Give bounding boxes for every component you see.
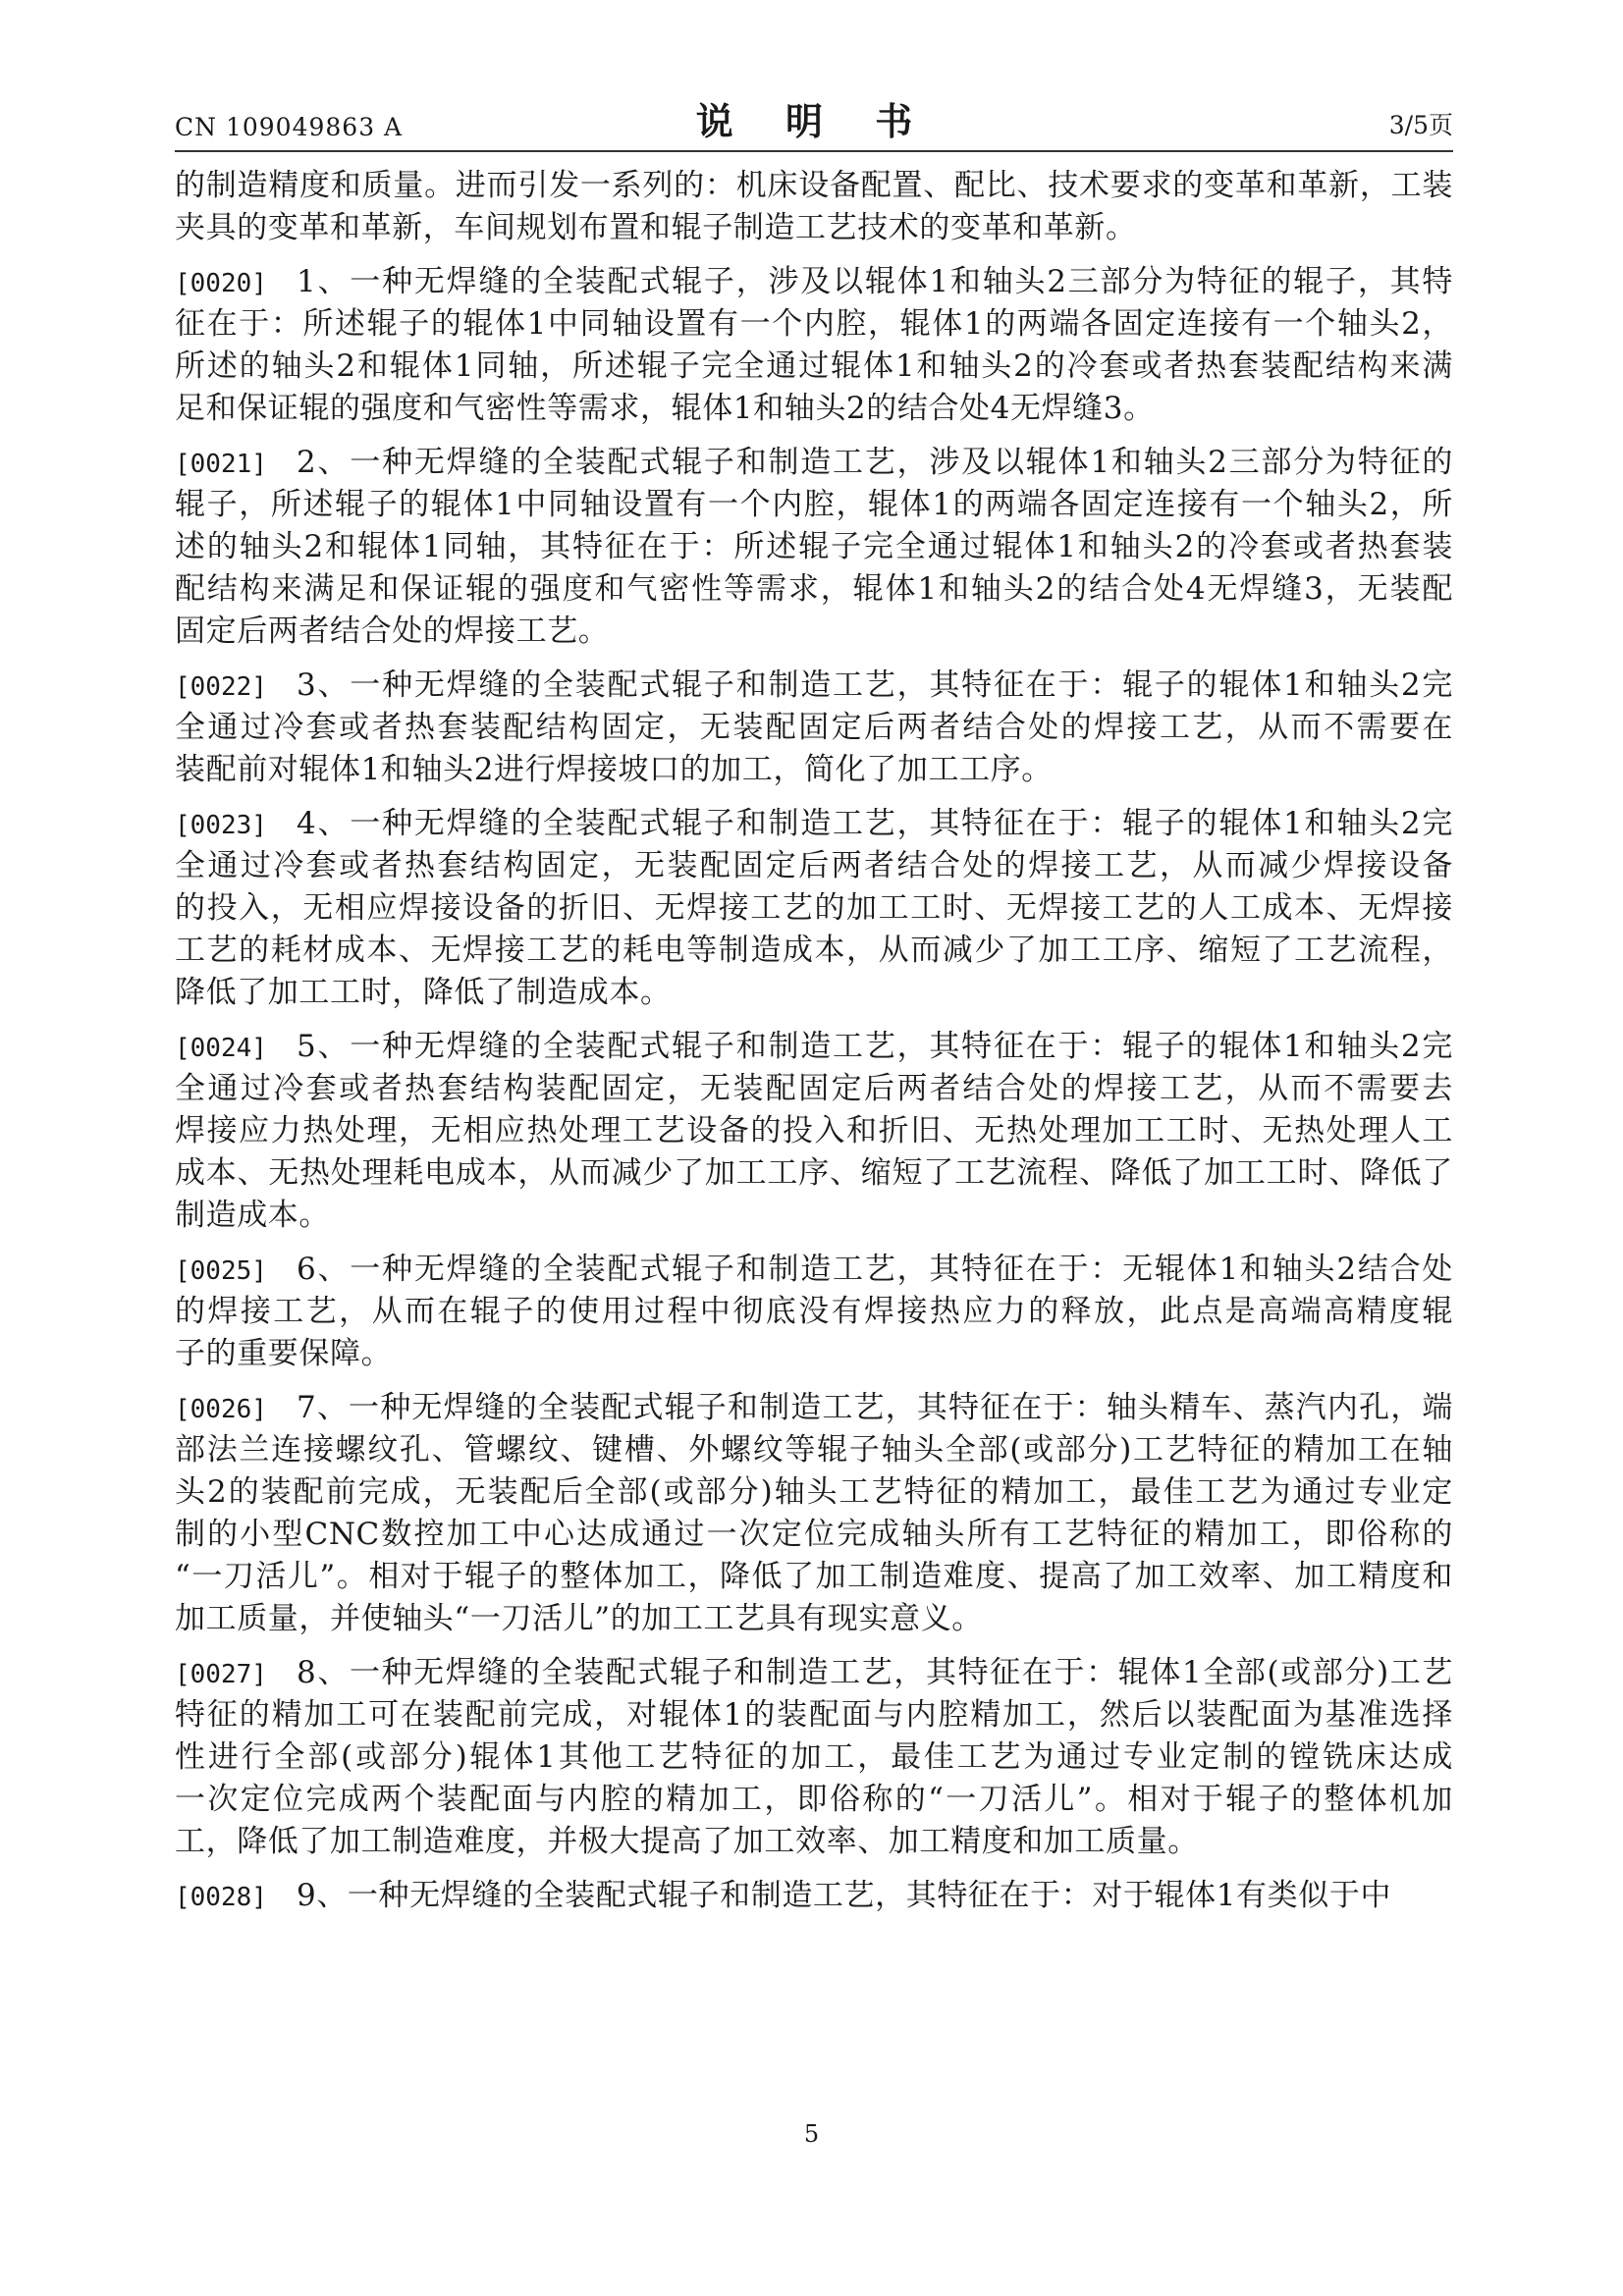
paragraph-number: [0024] (175, 1034, 267, 1063)
line-text: 头2的装配前完成，无装配后全部(或部分)轴头工艺特征的精加工，最佳工艺为通过专业定 (175, 1474, 1453, 1510)
header-rule (175, 150, 1453, 152)
text-line (175, 1779, 1453, 1821)
text-line (175, 1556, 1453, 1598)
text-line (175, 665, 1453, 707)
paragraph (175, 1387, 1453, 1640)
text-line (175, 1694, 1453, 1736)
paragraph-number: [0020] (175, 269, 267, 298)
text-line (175, 526, 1453, 568)
line-text: 所述的轴头2和辊体1同轴，所述辊子完全通过辊体1和轴头2的冷套或者热套装配结构来满 (175, 348, 1453, 384)
line-text: 的制造精度和质量。进而引发一系列的：机床设备配置、配比、技术要求的变革和革新，工装 (175, 168, 1453, 203)
line-text: 1、一种无焊缝的全装配式辊子，涉及以辊体1和轴头2三部分为特征的辊子，其特 (297, 264, 1453, 299)
text-line (175, 1736, 1453, 1779)
line-text: 一次定位完成两个装配面与内腔的精加工，即俗称的“一刀活儿”。相对于辊子的整体机加 (175, 1782, 1453, 1817)
paragraph (175, 1875, 1453, 1917)
text-line (175, 303, 1453, 346)
text-line (175, 1471, 1453, 1514)
line-text: 特征的精加工可在装配前完成，对辊体1的装配面与内腔精加工，然后以装配面为基准选择 (175, 1697, 1453, 1733)
text-line (175, 611, 1453, 653)
line-text: 降低了加工工时，降低了制造成本。 (175, 975, 672, 1010)
line-text: 性进行全部(或部分)辊体1其他工艺特征的加工，最佳工艺为通过专业定制的镗铣床达成 (175, 1739, 1453, 1775)
text-line (175, 388, 1453, 430)
line-text: 辊子，所述辊子的辊体1中同轴设置有一个内腔，辊体1的两端各固定连接有一个轴头2，所 (175, 487, 1453, 522)
text-line (175, 207, 1453, 249)
text-line (175, 930, 1453, 972)
paragraph-number: [0027] (175, 1660, 267, 1689)
paragraph (175, 261, 1453, 430)
paragraph (175, 1249, 1453, 1375)
text-line (175, 1875, 1453, 1917)
line-text: 足和保证辊的强度和气密性等需求，辊体1和轴头2的结合处4无焊缝3。 (175, 391, 1155, 426)
text-line (175, 1026, 1453, 1068)
document-title: 说 明 书 (695, 100, 933, 143)
line-text: 部法兰连接螺纹孔、管螺纹、键槽、外螺纹等辊子轴头全部(或部分)工艺特征的精加工在轴 (175, 1432, 1453, 1468)
line-text: 焊接应力热处理，无相应热处理工艺设备的投入和折旧、无热处理加工工时、无热处理人工 (175, 1113, 1453, 1148)
page-header (175, 98, 1453, 149)
line-text: 述的轴头2和辊体1同轴，其特征在于：所述辊子完全通过辊体1和轴头2的冷套或者热套装 (175, 529, 1453, 564)
text-line (175, 568, 1453, 611)
page-number: 5 (803, 2120, 820, 2148)
paragraph-number: [0023] (175, 811, 267, 840)
paragraph (175, 165, 1453, 249)
text-line (175, 1387, 1453, 1429)
line-text: 夹具的变革和革新，车间规划布置和辊子制造工艺技术的变革和革新。 (175, 210, 1137, 245)
paragraph (175, 803, 1453, 1014)
line-text: 制造成本。 (175, 1198, 330, 1233)
page-count: 3/5页 (1388, 111, 1453, 139)
paragraph (175, 1026, 1453, 1237)
line-text: 装配前对辊体1和轴头2进行焊接坡口的加工，简化了加工工序。 (175, 752, 1053, 787)
text-line (175, 1652, 1453, 1694)
text-line (175, 972, 1453, 1014)
line-text: 的投入，无相应焊接设备的折旧、无焊接工艺的加工工时、无焊接工艺的人工成本、无焊接 (175, 890, 1453, 926)
text-line (175, 845, 1453, 887)
line-text: 7、一种无焊缝的全装配式辊子和制造工艺，其特征在于：轴头精车、蒸汽内孔，端 (297, 1390, 1453, 1425)
line-text: 5、一种无焊缝的全装配式辊子和制造工艺，其特征在于：辊子的辊体1和轴头2完 (297, 1029, 1453, 1064)
text-line (175, 1249, 1453, 1291)
line-text: 固定后两者结合处的焊接工艺。 (175, 614, 610, 649)
paragraph (175, 1652, 1453, 1863)
text-line (175, 1333, 1453, 1375)
paragraph-number: [0026] (175, 1395, 267, 1424)
text-line (175, 1068, 1453, 1110)
text-line (175, 1429, 1453, 1471)
text-line (175, 165, 1453, 207)
text-line (175, 346, 1453, 388)
paragraph (175, 665, 1453, 791)
line-text: 子的重要保障。 (175, 1336, 393, 1371)
paragraph (175, 442, 1453, 653)
line-text: 成本、无热处理耗电成本，从而减少了加工工序、缩短了工艺流程、降低了加工工时、降低了 (175, 1155, 1453, 1191)
text-line (175, 1291, 1453, 1333)
text-line (175, 887, 1453, 930)
text-line (175, 484, 1453, 526)
line-text: 8、一种无焊缝的全装配式辊子和制造工艺，其特征在于：辊体1全部(或部分)工艺 (297, 1655, 1453, 1690)
paragraph-number: [0021] (175, 450, 267, 479)
line-text: 4、一种无焊缝的全装配式辊子和制造工艺，其特征在于：辊子的辊体1和轴头2完 (297, 806, 1453, 841)
line-text: 2、一种无焊缝的全装配式辊子和制造工艺，涉及以辊体1和轴头2三部分为特征的 (297, 445, 1453, 480)
text-line (175, 803, 1453, 845)
line-text: 6、一种无焊缝的全装配式辊子和制造工艺，其特征在于：无辊体1和轴头2结合处 (297, 1252, 1453, 1287)
text-line (175, 749, 1453, 791)
text-line (175, 1152, 1453, 1195)
paragraph-number: [0025] (175, 1256, 267, 1286)
line-text: 工艺的耗材成本、无焊接工艺的耗电等制造成本，从而减少了加工工序、缩短了工艺流程， (175, 933, 1453, 968)
line-text: 全通过冷套或者热套装配结构固定，无装配固定后两者结合处的焊接工艺，从而不需要在 (175, 710, 1453, 745)
line-text: 全通过冷套或者热套结构固定，无装配固定后两者结合处的焊接工艺，从而减少焊接设备 (175, 848, 1453, 883)
line-text: 制的小型CNC数控加工中心达成通过一次定位完成轴头所有工艺特征的精加工，即俗称的 (175, 1517, 1453, 1552)
line-text: 3、一种无焊缝的全装配式辊子和制造工艺，其特征在于：辊子的辊体1和轴头2完 (297, 667, 1453, 703)
document-body (175, 165, 1453, 1929)
text-line (175, 442, 1453, 484)
line-text: 配结构来满足和保证辊的强度和气密性等需求，辊体1和轴头2的结合处4无焊缝3，无装配 (175, 571, 1453, 607)
text-line (175, 707, 1453, 749)
line-text: “一刀活儿”。相对于辊子的整体加工，降低了加工制造难度、提高了加工效率、加工精度和 (175, 1559, 1453, 1594)
text-line (175, 261, 1453, 303)
paragraph-number: [0022] (175, 672, 267, 702)
line-text: 加工质量，并使轴头“一刀活儿”的加工工艺具有现实意义。 (175, 1601, 983, 1636)
line-text: 9、一种无焊缝的全装配式辊子和制造工艺，其特征在于：对于辊体1有类似于中 (297, 1878, 1392, 1913)
line-text: 工，降低了加工制造难度，并极大提高了加工效率、加工精度和加工质量。 (175, 1824, 1199, 1859)
paragraph-number: [0028] (175, 1883, 267, 1912)
text-line (175, 1195, 1453, 1237)
text-line (175, 1514, 1453, 1556)
line-text: 全通过冷套或者热套结构装配固定，无装配固定后两者结合处的焊接工艺，从而不需要去 (175, 1071, 1453, 1106)
line-text: 的焊接工艺，从而在辊子的使用过程中彻底没有焊接热应力的释放，此点是高端高精度辊 (175, 1294, 1453, 1329)
text-line (175, 1598, 1453, 1640)
text-line (175, 1821, 1453, 1863)
publication-number: CN 109049863 A (175, 113, 404, 141)
text-line (175, 1110, 1453, 1152)
line-text: 征在于：所述辊子的辊体1中同轴设置有一个内腔，辊体1的两端各固定连接有一个轴头2， (175, 306, 1453, 342)
